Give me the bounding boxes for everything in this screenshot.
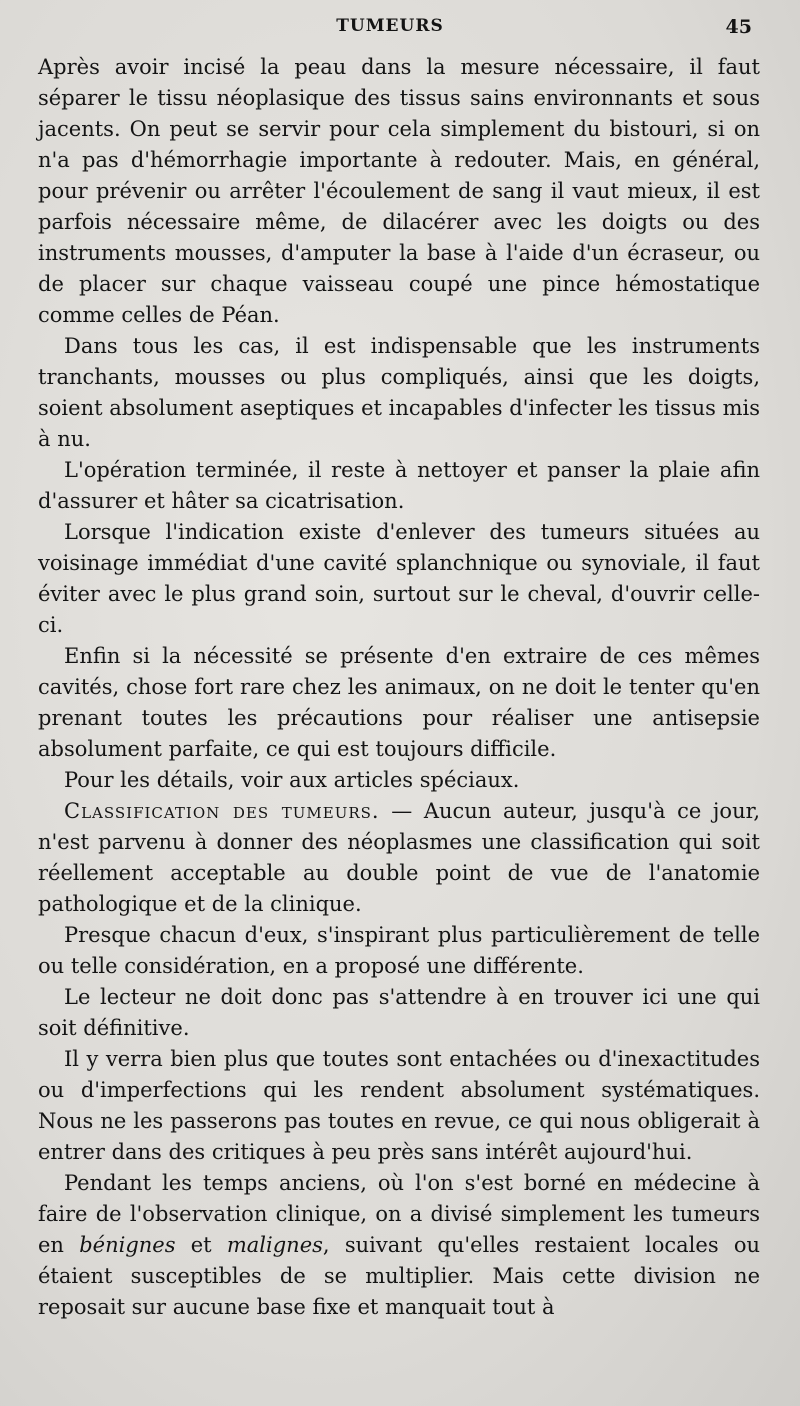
paragraph-10: Il y verra bien plus que toutes sont entachées ou d'inexactitudes ou d'imperfections qui les rendent absolument systématiques. Nous ne les passerons pas toutes en revue, ce qui nous obligerait à entrer dans des critiques à peu près sans intérêt aujourd'hui. bbox=[38, 1047, 760, 1164]
paragraph-9: Le lecteur ne doit donc pas s'attendre à en trouver ici une qui soit définitive. bbox=[38, 985, 760, 1040]
paragraph-5: Enfin si la nécessité se présente d'en extraire de ces mêmes cavités, chose fort rare chez les animaux, on ne doit le tenter qu'en prenant toutes les précautions pour réaliser une antisepsie absolument parfaite, ce qui est toujours difficile. bbox=[38, 644, 760, 761]
term-benignes: bénignes bbox=[79, 1233, 176, 1257]
running-head bbox=[0, 14, 800, 44]
paragraph-2: Dans tous les cas, il est indispensable que les instruments tranchants, mousses ou plus compliqués, ainsi que les doigts, soient absolument aseptiques et incapables d'infecter les tissus mis à nu. bbox=[38, 334, 760, 451]
paragraph-7 bbox=[38, 796, 760, 920]
paragraph-1: Après avoir incisé la peau dans la mesure nécessaire, il faut séparer le tissu néoplasique des tissus sains environnants et sous jacents. On peut se servir pour cela simplement du bistouri, si on n'a pas d'hémorrhagie importante à redouter. Mais, en général, pour prévenir ou arrêter l'écoulement de sang il vaut mieux, il est parfois nécessaire même, de dilacérer avec les doigts ou des instruments mousses, d'amputer la base à l'aide d'un écraseur, ou de placer sur chaque vaisseau coupé une pince hémostatique comme celles de Péan. bbox=[38, 55, 760, 327]
paragraph-11-part-c: et bbox=[175, 1233, 227, 1257]
section-heading-classification: Classification des tumeurs. bbox=[64, 799, 380, 823]
paragraph-3: L'opération terminée, il reste à nettoyer et panser la plaie afin d'assurer et hâter sa cicatrisation. bbox=[38, 458, 760, 513]
running-head-title: TUMEURS bbox=[336, 16, 444, 36]
paragraph-11 bbox=[38, 1168, 760, 1323]
paragraph-4: Lorsque l'indication existe d'enlever des tumeurs situées au voisinage immédiat d'une cavité splanchnique ou synoviale, il faut éviter avec le plus grand soin, surtout sur le cheval, d'ouvrir celle-ci. bbox=[38, 520, 760, 637]
paragraph-8: Presque chacun d'eux, s'inspirant plus particulièrement de telle ou telle considération, en a proposé une différente. bbox=[38, 923, 760, 978]
paragraph-11-part-a: Pendant les temps anciens, où l'on s'est borné en médecine à faire de l'observation clinique, on a divisé simplement les tumeurs en bbox=[38, 1171, 760, 1257]
paragraph-7-text: — Aucun auteur, jusqu'à ce jour, n'est parvenu à donner des néoplasmes une classification qui soit réellement acceptable au double point de vue de l'anatomie pathologique et de la clinique. bbox=[38, 799, 760, 916]
paragraph-6: Pour les détails, voir aux articles spéciaux. bbox=[64, 768, 520, 792]
paragraph-11-part-e: , suivant qu'elles restaient locales ou étaient susceptibles de se multiplier. Mais cette division ne reposait sur aucune base fixe et manquait tout à bbox=[38, 1233, 761, 1319]
term-malignes: malignes bbox=[226, 1233, 323, 1257]
page-number: 45 bbox=[725, 16, 752, 38]
body-text bbox=[38, 52, 760, 1323]
